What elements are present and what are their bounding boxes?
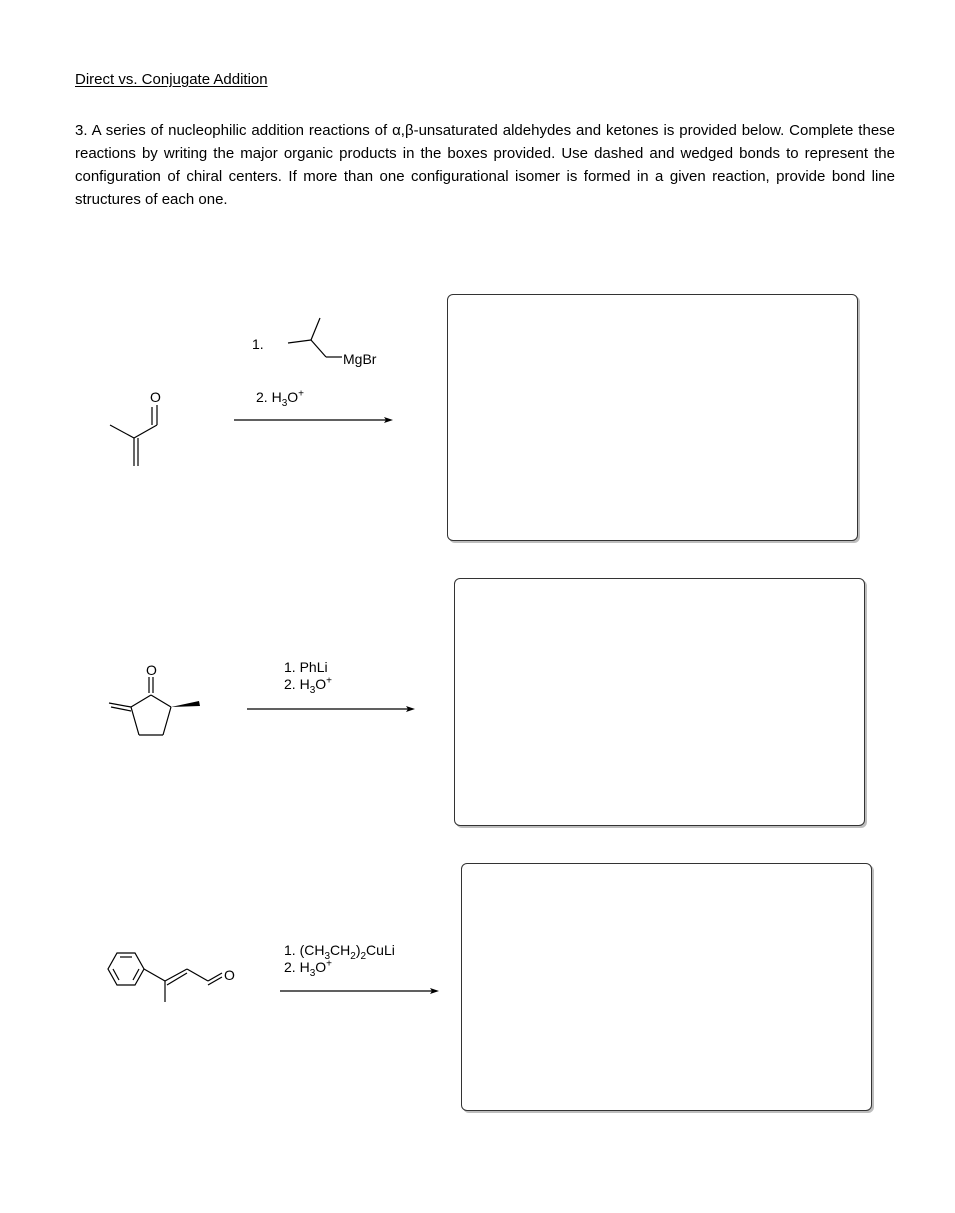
reaction-1-grignard-label: MgBr (343, 351, 377, 367)
reaction-1-arrow (234, 415, 394, 425)
reaction-2-oxygen-label: O (146, 662, 157, 678)
reaction-1-step1-number: 1. (252, 336, 264, 352)
reaction-1-oxygen-label: O (150, 389, 161, 405)
reaction-3-step1: 1. $(CH_3CH_2)_2CuLi$ (284, 942, 395, 962)
reaction-1-answer-box[interactable] (447, 294, 858, 541)
reaction-2-arrow (247, 704, 417, 714)
reaction-2-step1: 1. PhLi (284, 659, 328, 675)
section-heading: Direct vs. Conjugate Addition (75, 71, 268, 88)
reaction-3-arrow (280, 986, 440, 996)
reaction-3-answer-box[interactable] (461, 863, 872, 1111)
reaction-1-reactant-structure (100, 380, 170, 470)
reaction-1-step2: 2. $H_3O^+$ (256, 388, 304, 409)
reaction-3-oxygen-label: O (224, 967, 235, 983)
reaction-1-grignard-structure (284, 310, 344, 370)
reaction-2-reactant-structure (105, 663, 205, 748)
question-instructions: 3. A series of nucleophilic addition reactions of α,β-unsaturated aldehydes and ketones is provided below. Complete these reactions by writing the major organic products in the boxes provided. Use dashed and wedged bonds to represent the configuration of chiral centers. If more than one configurational isomer is formed in a given reaction, provide bond line structures of each one. (75, 122, 895, 208)
reaction-3-reactant-structure (95, 945, 245, 1005)
reaction-3-step2: 2. $H_3O^+$ (284, 958, 332, 979)
reaction-2-step2: 2. $H_3O^+$ (284, 675, 332, 696)
reaction-2-answer-box[interactable] (454, 578, 865, 826)
